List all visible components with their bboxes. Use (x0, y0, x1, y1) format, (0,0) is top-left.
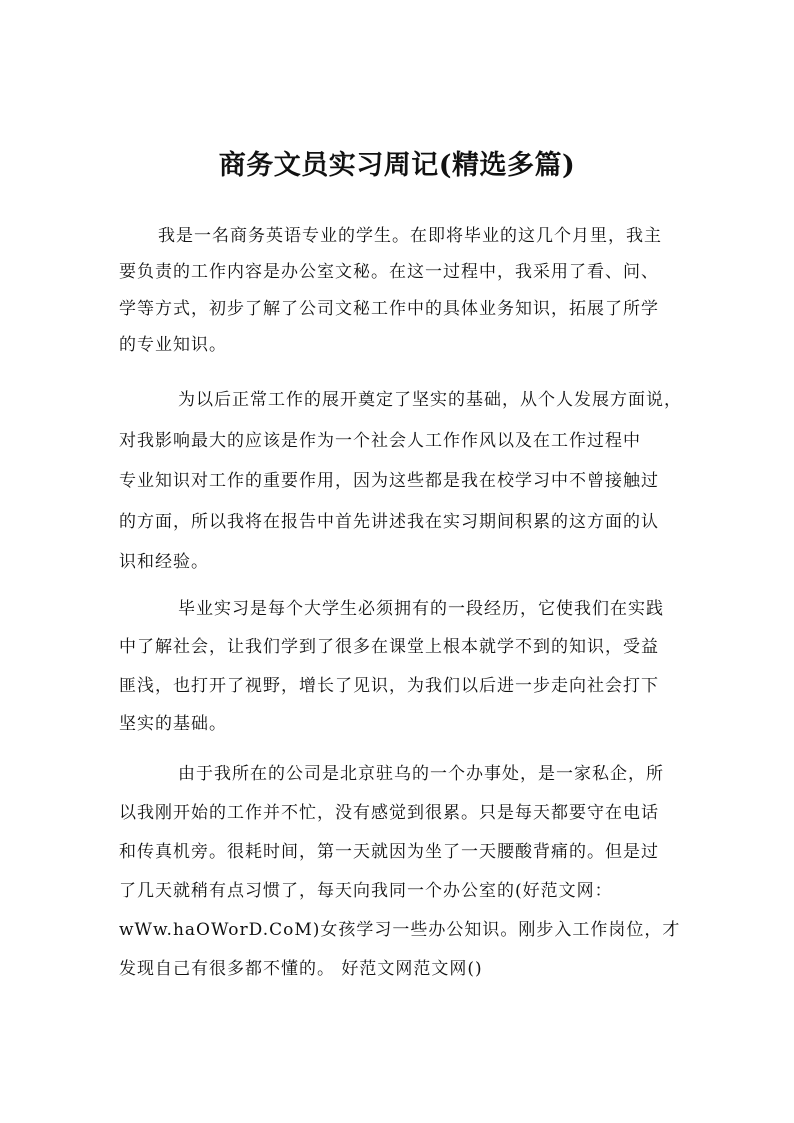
document-title: 商务文员实习周记(精选多篇) (218, 150, 576, 181)
paragraph-line: wWw.haOWorD.CoM)女孩学习一些办公知识。刚步入工作岗位，才 (119, 920, 681, 940)
paragraph-line: 了几天就稍有点习惯了，每天向我同一个办公室的(好范文网： (119, 881, 613, 901)
paragraph-line: 为以后正常工作的展开奠定了坚实的基础，从个人发展方面说， (178, 390, 682, 410)
paragraph-line: 对我影响最大的应该是作为一个社会人工作作风以及在工作过程中 (119, 431, 641, 451)
paragraph-line: 和传真机旁。很耗时间，第一天就因为坐了一天腰酸背痛的。但是过 (119, 842, 659, 862)
paragraph-line: 学等方式，初步了解了公司文秘工作中的具体业务知识，拓展了所学 (119, 299, 659, 319)
paragraph-line: 的专业知识。 (119, 335, 227, 355)
paragraph-line: 以我刚开始的工作并不忙，没有感觉到很累。只是每天都要守在电话 (119, 803, 659, 823)
paragraph-line: 识和经验。 (119, 552, 209, 572)
paragraph-line: 由于我所在的公司是北京驻乌的一个办事处，是一家私企，所 (178, 764, 664, 784)
paragraph-line: 匪浅，也打开了视野，增长了见识，为我们以后进一步走向社会打下 (119, 676, 659, 696)
paragraph-line: 坚实的基础。 (119, 714, 227, 734)
paragraph-line: 要负责的工作内容是办公室文秘。在这一过程中，我采用了看、问、 (119, 262, 659, 282)
paragraph-line: 我是一名商务英语专业的学生。在即将毕业的这几个月里，我主 (158, 226, 662, 246)
paragraph-line: 的方面，所以我将在报告中首先讲述我在实习期间积累的这方面的认 (119, 512, 659, 532)
paragraph-line: 中了解社会，让我们学到了很多在课堂上根本就学不到的知识，受益 (119, 637, 659, 657)
paragraph-line: 发现自己有很多都不懂的。 好范文网范文网() (119, 959, 483, 979)
paragraph-line: 专业知识对工作的重要作用，因为这些都是我在校学习中不曾接触过 (119, 471, 659, 491)
paragraph-line: 毕业实习是每个大学生必须拥有的一段经历，它使我们在实践 (178, 599, 664, 619)
